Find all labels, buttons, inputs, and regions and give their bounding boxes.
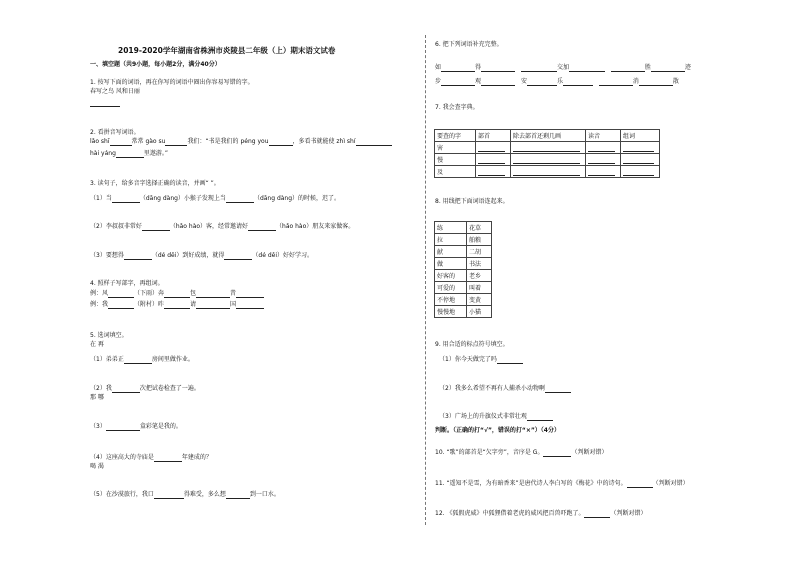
q9-blank-3[interactable] xyxy=(527,414,553,421)
match-left: 不停地 xyxy=(435,294,467,306)
q6-blank-6[interactable] xyxy=(651,65,685,72)
q5-blank-3[interactable] xyxy=(106,424,140,431)
table-cell-blank[interactable] xyxy=(621,154,660,166)
q2-blank-3[interactable] xyxy=(269,139,293,146)
exam-title: 2019-2020学年湖南省株洲市炎陵县二年级（上）期末语文试卷 xyxy=(118,46,336,55)
q3-sentence-1: （1）当 （dāng dàng）小猴子发现上当 （dāng dàng）的时候，迟了。 xyxy=(90,195,341,202)
table-row[interactable] xyxy=(435,282,492,294)
match-right: 老乡 xyxy=(467,270,492,282)
table-cell-blank[interactable] xyxy=(476,142,511,154)
q12: 12. 《狐假虎威》中狐狸借着老虎的威风把百兽吓跑了。 （判断对错） xyxy=(435,510,647,517)
q2-blank-5[interactable] xyxy=(116,151,144,158)
table-row[interactable] xyxy=(435,294,492,306)
table-cell-blank[interactable] xyxy=(621,142,660,154)
q6-blank-5[interactable] xyxy=(611,65,645,72)
q5-blank-4[interactable] xyxy=(154,455,182,462)
table-row[interactable] xyxy=(435,270,492,282)
q6-row-1: 如 得 交加 胜 迹 xyxy=(435,64,691,71)
table-row[interactable] xyxy=(435,258,492,270)
match-right: 书法 xyxy=(467,258,492,270)
q5-sentence-4: （4）这座高大的寺庙是 年建成的？ xyxy=(90,454,212,461)
q5-blank-1[interactable] xyxy=(124,357,152,364)
table-cell-blank[interactable] xyxy=(586,166,621,178)
q4-blank-1[interactable] xyxy=(108,291,134,298)
q5-sentence-5: （5）在沙漠旅行，我口 得难受，多么想 到一口水。 xyxy=(90,491,280,498)
q4-blank-8[interactable] xyxy=(236,302,264,309)
match-right: 变黄 xyxy=(467,294,492,306)
table-row[interactable] xyxy=(435,306,492,318)
q9-sentence-1: （1）你今天做完了吗 xyxy=(439,356,523,364)
q6-blank-1[interactable] xyxy=(441,65,475,72)
q5-pair-1: 在 再 xyxy=(90,341,104,348)
q5-sentence-2: （2）我 次把试卷检查了一遍。 xyxy=(90,385,200,392)
q1-answer-line[interactable] xyxy=(90,99,120,107)
q12-blank[interactable] xyxy=(584,511,610,518)
q4-blank-6[interactable] xyxy=(164,302,190,309)
q6-stem: 6. 把下列词语补充完整。 xyxy=(435,41,503,48)
table-cell-blank[interactable] xyxy=(586,142,621,154)
table-cell-blank[interactable] xyxy=(511,142,586,154)
q3-blank-2[interactable] xyxy=(226,196,254,203)
table-cell-blank[interactable] xyxy=(476,166,511,178)
q3-stem: 3. 读句子，给多音字选择正确的读音，并画“ ”。 xyxy=(90,180,220,187)
table-cell-char: 害 xyxy=(435,142,476,154)
q6-blank-8[interactable] xyxy=(481,79,515,86)
q4-blank-4[interactable] xyxy=(236,291,264,298)
table-cell-blank[interactable] xyxy=(511,166,586,178)
table-header: 除去部首还剩几画 xyxy=(511,130,586,142)
table-header: 组词 xyxy=(621,130,660,142)
match-left: 做 xyxy=(435,258,467,270)
q6-blank-12[interactable] xyxy=(639,79,673,86)
q9-sentence-3: （3）广场上的升旗仪式非常壮观 xyxy=(439,413,553,421)
q2-line2: hài yáng 里遨游。” xyxy=(90,150,169,157)
match-right: 花草 xyxy=(467,222,492,234)
q6-blank-11[interactable] xyxy=(599,79,633,86)
q3-sentence-2: （2）李叔叔非常好 （hǎo hào）客，经常邀请好 （hǎo hào）朋友来家做客。 xyxy=(90,223,355,230)
table-row xyxy=(435,166,660,178)
table-row xyxy=(435,142,660,154)
q4-stem: 4. 照样子写部字，再组词。 xyxy=(90,280,164,287)
q6-row-2: 步 观 安 乐 消 散 xyxy=(435,78,679,85)
q3-blank-4[interactable] xyxy=(248,224,276,231)
q1-words: 春写之鸟 风和日丽 xyxy=(90,88,140,95)
match-left: 慢慢地 xyxy=(435,306,467,318)
match-left: 练 xyxy=(435,222,467,234)
q5-pair-2: 那 哪 xyxy=(90,394,104,401)
q6-blank-7[interactable] xyxy=(441,79,475,86)
q4-blank-2[interactable] xyxy=(164,291,190,298)
match-left: 好客的 xyxy=(435,270,467,282)
table-cell-blank[interactable] xyxy=(476,154,511,166)
q3-blank-6[interactable] xyxy=(224,253,252,260)
q10-blank[interactable] xyxy=(543,450,571,457)
q4-row-1: 例：风 （下雨）奔 包 昔 xyxy=(90,290,264,298)
q2-blank-4[interactable] xyxy=(356,139,392,146)
match-left: 可爱的 xyxy=(435,282,467,294)
q4-blank-3[interactable] xyxy=(196,291,230,298)
q8-matching-table xyxy=(434,221,492,318)
q10: 10. “歌”的部首是“欠字旁”，音序是 G。 （判断对错） xyxy=(435,449,608,456)
q3-sentence-3: （3）要想得 （dé děi）到好成绩，就得 （dé děi）好好学习。 xyxy=(90,252,313,259)
q2-line1: lǎo shī 常常 gào su 我们：“书是我们的 péng you ，多看书就能使 zhì shí xyxy=(90,138,392,146)
table-cell-char: 及 xyxy=(435,166,476,178)
match-right: 叫着 xyxy=(467,282,492,294)
q2-blank-2[interactable] xyxy=(165,139,187,146)
table-cell-blank[interactable] xyxy=(511,154,586,166)
q5-sentence-1: （1）弟弟正 房间里做作业。 xyxy=(90,356,194,363)
q3-blank-1[interactable] xyxy=(112,196,140,203)
q5-stem: 5. 选词填空。 xyxy=(90,332,128,339)
table-cell-char: 慢 xyxy=(435,154,476,166)
judge-heading: 判断。（正确的打“√”，错误的打“×”）（4分） xyxy=(435,427,560,434)
q6-blank-3[interactable] xyxy=(521,65,557,72)
q5-pair-3: 喝 渴 xyxy=(90,463,104,470)
q4-row-2: 例：我 （附村）昨 请 国 xyxy=(90,301,264,309)
match-right: 小猫 xyxy=(467,306,492,318)
q7-dictionary-table xyxy=(434,129,660,178)
q3-blank-3[interactable] xyxy=(142,224,170,231)
q9-blank-2[interactable] xyxy=(545,386,571,393)
q3-blank-5[interactable] xyxy=(124,253,152,260)
section-heading-fill: 一、填空题（共9小题，每小题2分，满分40分） xyxy=(90,61,221,68)
table-header: 部首 xyxy=(476,130,511,142)
match-right: 二胡 xyxy=(467,246,492,258)
q9-sentence-2: （2）我多么希望不再有人捕杀小动物啊 xyxy=(439,385,571,393)
table-row[interactable] xyxy=(435,222,492,234)
match-right: 舶粮 xyxy=(467,234,492,246)
q5-sentence-3: （3） 盒彩笔是我的。 xyxy=(90,423,182,430)
table-header: 要查的字 xyxy=(435,130,476,142)
table-cell-blank[interactable] xyxy=(621,166,660,178)
column-divider xyxy=(425,35,426,525)
q11: 11. “遥知不是雪，为有暗香来”是唐代诗人李白写的《梅花》中的诗句。 （判断对错） xyxy=(435,480,689,487)
q2-stem: 2. 看拼音写词语。 xyxy=(90,129,140,136)
q6-blank-10[interactable] xyxy=(563,79,593,86)
match-left: 献 xyxy=(435,246,467,258)
table-row xyxy=(435,154,660,166)
q5-blank-5[interactable] xyxy=(154,492,184,499)
table-header-row xyxy=(435,130,660,142)
q9-blank-1[interactable] xyxy=(497,357,523,364)
q5-blank-2[interactable] xyxy=(112,386,140,393)
q1-stem: 1. 按写下面的词语，再在你写的词语中圈出你容易写错的字。 xyxy=(90,79,254,86)
q8-stem: 8. 用线把下面词语连起来。 xyxy=(435,198,509,205)
table-header: 读音 xyxy=(586,130,621,142)
q9-stem: 9. 用合适的标点符号填空。 xyxy=(435,341,509,348)
q6-blank-4[interactable] xyxy=(569,65,605,72)
q4-blank-5[interactable] xyxy=(108,302,134,309)
q2-blank-1[interactable] xyxy=(110,139,132,146)
q6-blank-2[interactable] xyxy=(481,65,515,72)
match-left: 拉 xyxy=(435,234,467,246)
q11-blank[interactable] xyxy=(627,481,653,488)
q4-blank-7[interactable] xyxy=(196,302,230,309)
table-row[interactable] xyxy=(435,234,492,246)
q7-stem: 7. 我会查字典。 xyxy=(435,104,479,111)
q6-blank-9[interactable] xyxy=(527,79,557,86)
table-cell-blank[interactable] xyxy=(586,154,621,166)
table-row[interactable] xyxy=(435,246,492,258)
q5-blank-6[interactable] xyxy=(226,492,250,499)
